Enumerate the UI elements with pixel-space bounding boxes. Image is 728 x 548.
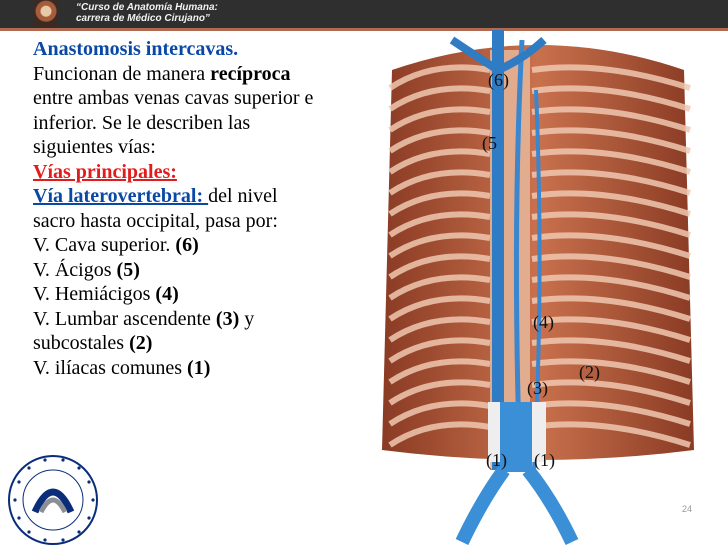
figure-label-6: (6): [488, 70, 509, 90]
emphasis-reciproca: recíproca: [210, 62, 291, 85]
figure-label-5: (5: [482, 133, 497, 153]
figure-label-4: (4): [533, 312, 554, 332]
slide-heading: Anastomosis intercavas.: [33, 38, 239, 60]
text-line: sacro hasta occipital, pasa por:: [33, 209, 278, 232]
text-line: Funcionan de manera recíproca: [33, 62, 291, 85]
course-title-line1: “Curso de Anatomía Humana:: [76, 2, 218, 13]
figure-label-1b: (1): [534, 450, 555, 470]
vein-item: V. Lumbar ascendente (3) y: [33, 307, 255, 330]
university-logo: [5, 452, 101, 548]
course-title-line2: carrera de Médico Cirujano”: [76, 13, 210, 24]
figure-label-2: (2): [579, 362, 600, 382]
subheading-via-laterovertebral: Vía laterovertebral:: [33, 185, 209, 207]
course-title: [76, 2, 218, 24]
text-line: siguientes vías:: [33, 136, 156, 158]
vein-item: V. Ácigos (5): [33, 258, 140, 281]
subheading-vias-principales: Vías principales:: [33, 160, 177, 183]
figure-label-3: (3): [527, 378, 548, 398]
title-bar: [0, 0, 728, 28]
page-number: 24: [681, 504, 692, 514]
text-line: entre ambas venas cavas superior e: [33, 87, 314, 109]
text-line: inferior. Se le describen las: [33, 111, 251, 134]
anatomy-thumbnail: [34, 0, 58, 28]
text-line: Vía laterovertebral: del nivel: [33, 185, 278, 207]
vein-item: V. ilíacas comunes (1): [33, 356, 211, 379]
figure-label-1a: (1): [486, 450, 507, 470]
vein-item: V. Hemiácigos (4): [33, 283, 179, 305]
vein-item: subcostales (2): [33, 332, 153, 354]
vein-item: V. Cava superior. (6): [33, 234, 199, 256]
